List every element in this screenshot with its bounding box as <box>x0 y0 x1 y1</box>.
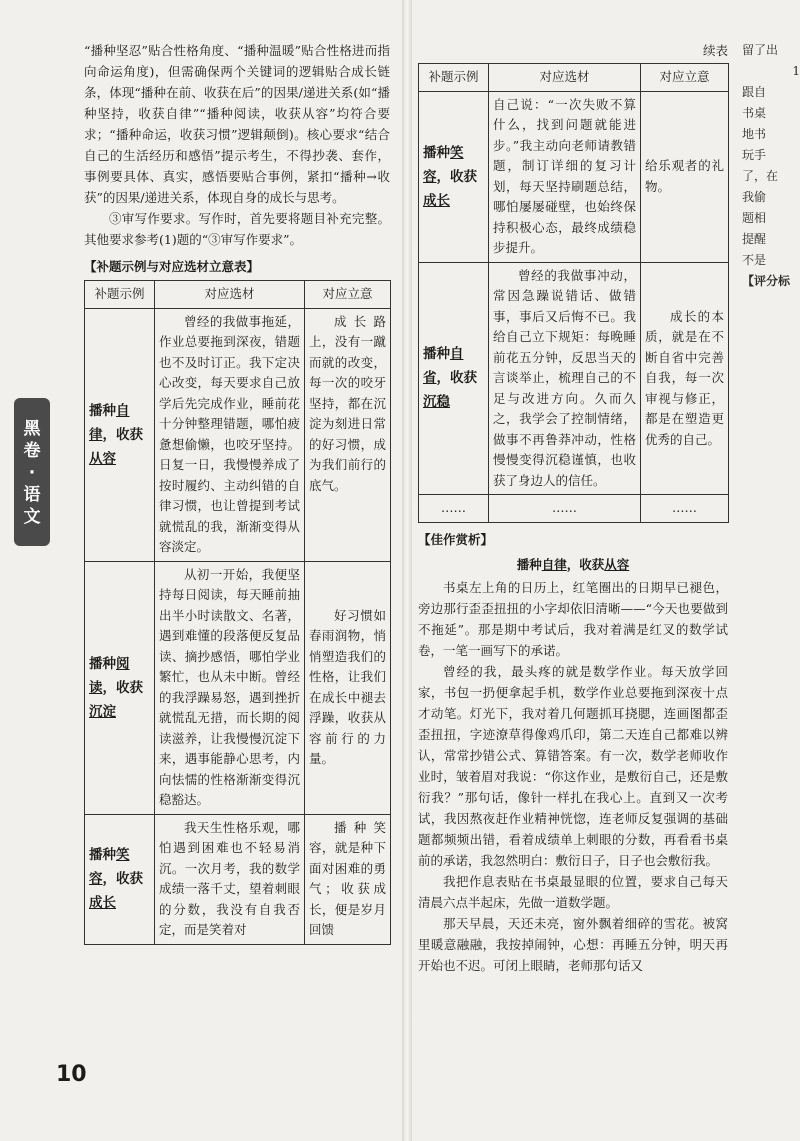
idea-cell: 给乐观者的礼物。 <box>641 91 729 262</box>
material-cell: 曾经的我做事拖延，作业总要拖到深夜，错题也不及时订正。我下定决心改变，每天要求自己放学后先完成作业，睡前花十分钟整理错题，哪怕疲惫想偷懒，也咬牙坚持。日复一日，我慢慢养成了按时履约、主动纠错的自律习惯，也让曾提到考试就慌乱的我，渐渐变得从容淡定。 <box>155 308 305 561</box>
example-cell: 播种阅读，收获沉淀 <box>85 561 155 814</box>
ellipsis-cell: …… <box>489 495 641 523</box>
example-cell: 播种自律，收获从容 <box>85 308 155 561</box>
example-cell: 播种自省，收获沉稳 <box>419 262 489 495</box>
essay-title: 播种自律，收获从容 <box>516 556 630 572</box>
topic-table <box>84 280 391 945</box>
idea-cell: 成长路上，没有一蹴而就的改变，每一次的咬牙坚持，都在沉淀为刻进日常的好习惯，成为我们前行的底气。 <box>305 308 391 561</box>
essay-paragraph: 曾经的我，最头疼的就是数学作业。每天放学回家，书包一扔便拿起手机，数学作业总要拖到深夜十点才动笔。灯光下，我对着几何题抓耳挠腮，连画图都歪歪扭扭，字迹潦草得像鸡爪印，第二天连自己都难以辨认，常常抄错公式、算错答案。有一次，数学老师收作业时，皱着眉对我说：“你这作业，是敷衍自己，还是敷衍我？”那句话，像针一样扎在我心上。直到又一次考试，我因熬夜赶作业精神恍惚，连老师反复强调的基础题都频频出错，看着成绩单上刺眼的分数，再看看书桌前的承诺，我忽然明白：敷衍日子，日子也会敷衍我。 <box>418 663 728 868</box>
left-column <box>84 40 390 945</box>
side-tab-label: 黑卷·语文 <box>23 419 41 527</box>
essay-paragraph: 书桌左上角的日历上，红笔圈出的日期早已褪色，旁边那行歪歪扭扭的小字却依旧清晰——“今天也要做到不拖延”。那是期中考试后，我对着满是红叉的数学试卷，一笔一画写下的承诺。 <box>418 579 728 658</box>
continued-label: 续表 <box>702 43 728 58</box>
idea-cell: 好习惯如春雨润物，悄悄塑造我们的性格，让我们在成长中褪去浮躁，收获从容前行的力量。 <box>305 561 391 814</box>
table-title: 【补题示例与对应选材立意表】 <box>84 259 260 274</box>
edge-fragment: 留了出 <box>742 43 779 57</box>
topic-table-continued <box>418 63 729 523</box>
header-example: 补题示例 <box>419 64 489 92</box>
header-material: 对应选材 <box>155 281 305 309</box>
header-idea: 对应立意 <box>305 281 391 309</box>
table-header-row <box>85 281 391 309</box>
edge-fragment: 【评分标 <box>742 274 791 288</box>
table-row <box>419 91 729 262</box>
idea-cell: 成长的本质，就是在不断自省中完善自我，每一次审视与修正，都是在塑造更优秀的自己。 <box>641 262 729 495</box>
edge-fragment: 了，在 <box>742 169 779 183</box>
example-cell: 播种笑容，收获成长 <box>85 814 155 944</box>
side-tab <box>14 398 50 546</box>
requirement-paragraph: ③审写作要求。写作时，首先要将题目补充完整。其他要求参考(1)题的“③审写作要求”。 <box>84 211 390 247</box>
header-idea: 对应立意 <box>641 64 729 92</box>
material-cell: 自己说：“一次失败不算什么，找到问题就能进步。”我主动向老师请教错题，制订详细的复习计划，每天坚持刷题总结，哪怕屡屡碰壁，也始终保持积极心态，最终成绩稳步提升。 <box>489 91 641 262</box>
edge-fragment: 不是 <box>742 253 767 267</box>
header-material: 对应选材 <box>489 64 641 92</box>
essay-paragraph: 那天早晨，天还未亮，窗外飘着细碎的雪花。被窝里暖意融融，我按掉闹钟，心想：再睡五分钟，明天再开始也不迟。可闭上眼睛，老师那句话又 <box>418 915 728 973</box>
material-cell: 曾经的我做事冲动，常因急躁说错话、做错事，事后又后悔不已。我给自己立下规矩：每晚睡前花五分钟，反思当天的言谈举止，梳理自己的不足与改进方向。久而久之，我学会了控制情绪，做事不再鲁莽冲动，性格慢慢变得沉稳谨慎，也收获了身边人的信任。 <box>489 262 641 495</box>
ellipsis-cell: …… <box>641 495 729 523</box>
material-cell: 我天生性格乐观，哪怕遇到困难也不轻易消沉。一次月考，我的数学成绩一落千丈，望着刺眼的分数，我没有自我否定，而是笑着对 <box>155 814 305 944</box>
table-row <box>419 495 729 523</box>
next-page-edge <box>742 40 800 740</box>
table-row <box>85 308 391 561</box>
table-row <box>419 262 729 495</box>
example-cell: 播种笑容，收获成长 <box>419 91 489 262</box>
page-fold <box>402 0 412 1141</box>
edge-fragment: 书桌 <box>742 106 767 120</box>
edge-fragment: 1 <box>792 64 800 78</box>
essay-paragraph: 我把作息表贴在书桌最显眼的位置，要求自己每天清晨六点半起床，先做一道数学题。 <box>418 873 728 910</box>
edge-fragment: 提醒 <box>742 232 767 246</box>
appreciation-heading: 【佳作赏析】 <box>418 531 494 547</box>
intro-paragraph: “播种坚忍”贴合性格角度、“播种温暖”贴合性格进而指向命运角度)，但需确保两个关键词的逻辑贴合成长链条，体现“播种在前、收获在后”的因果/递进关系(如“播种坚持，收获自律”“播种阅读，收获从容”均符合要求；“播种命运，收获习惯”逻辑颠倒)。核心要求“结合自己的生活经历和感悟”提示考生，不得抄袭、套作，事例要具体、真实，感悟要贴合事例，紧扣“播种→收获”的因果/递进关系，体现自身的成长与思考。 <box>84 43 390 205</box>
edge-fragment: 题相 <box>742 211 767 225</box>
table-header-row <box>419 64 729 92</box>
header-example: 补题示例 <box>85 281 155 309</box>
material-cell: 从初一开始，我便坚持每日阅读，每天睡前抽出半小时读散文、名著，遇到难懂的段落便反复品读、摘抄感悟，哪怕学业繁忙，也从未中断。曾经的我浮躁易怒，遇到挫折就慌乱无措，而长期的阅读滋养，让我慢慢沉淀下来，遇事能静心思考，内向怯懦的性格渐渐变得沉稳豁达。 <box>155 561 305 814</box>
edge-fragment: 玩手 <box>742 148 767 162</box>
idea-cell: 播种笑容，就是种下面对困难的勇气；收获成长，便是岁月回馈 <box>305 814 391 944</box>
edge-fragment: 地书 <box>742 127 767 141</box>
table-row <box>85 561 391 814</box>
right-column <box>418 40 728 976</box>
ellipsis-cell: …… <box>419 495 489 523</box>
table-row <box>85 814 391 944</box>
edge-fragment: 我偷 <box>742 190 767 204</box>
page-number: 10 <box>56 1062 87 1087</box>
edge-fragment: 跟自 <box>742 85 767 99</box>
